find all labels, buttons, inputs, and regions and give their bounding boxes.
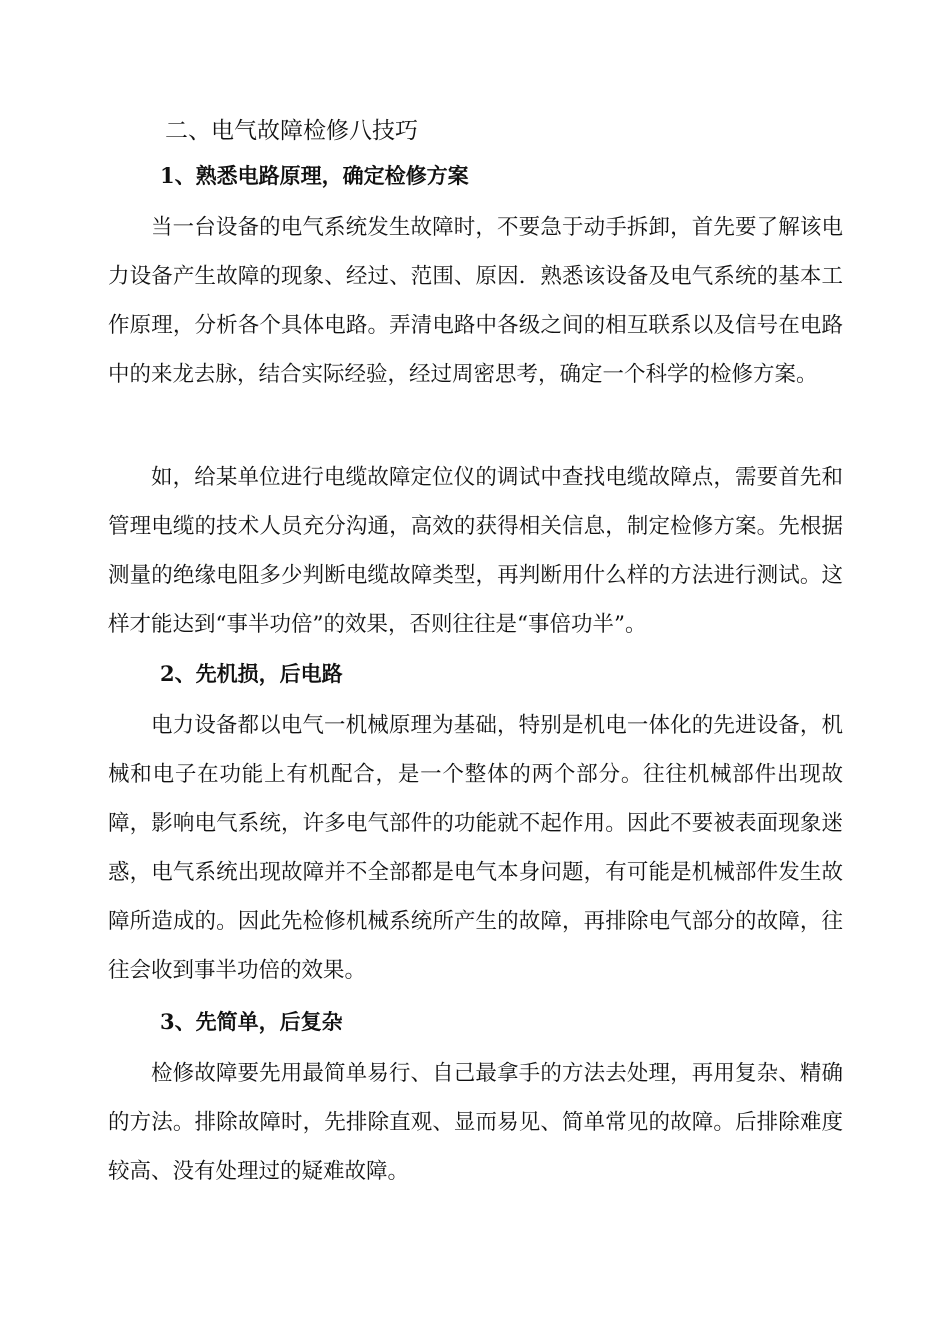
paragraph-1-1: 当一台设备的电气系统发生故障时，不要急于动手拆卸，首先要了解该电力设备产生故障的现象、经过、范围、原因．熟悉该设备及电气系统的基本工作原理，分析各个具体电路。弄清电路中各级之间的相互联系以及信号在电路中的来龙去脉，结合实际经验，经过周密思考，确定一个科学的检修方案。 bbox=[108, 215, 843, 387]
heading-3: 3、先简单，后复杂 bbox=[160, 1009, 343, 1034]
section-title: 二、电气故障检修八技巧 bbox=[165, 118, 418, 144]
paragraph-1-2: 如，给某单位进行电缆故障定位仪的调试中查找电缆故障点，需要首先和管理电缆的技术人员充分沟通，高效的获得相关信息，制定检修方案。先根据测量的绝缘电阻多少判断电缆故障类型，再判断用什么样的方法进行测试。这样才能达到“事半功倍”的效果，否则往往是“事倍功半”。 bbox=[108, 465, 843, 637]
heading-1: 1、熟悉电路原理，确定检修方案 bbox=[160, 163, 469, 188]
heading-2: 2、先机损，后电路 bbox=[160, 661, 343, 686]
paragraph-2-1: 电力设备都以电气一机械原理为基础，特别是机电一体化的先进设备，机械和电子在功能上有机配合，是一个整体的两个部分。往往机械部件出现故障，影响电气系统，许多电气部件的功能就不起作用。因此不要被表面现象迷惑，电气系统出现故障并不全部都是电气本身问题，有可能是机械部件发生故障所造成的。因此先检修机械系统所产生的故障，再排除电气部分的故障，往往会收到事半功倍的效果。 bbox=[108, 713, 843, 983]
paragraph-3-1: 检修故障要先用最简单易行、自己最拿手的方法去处理，再用复杂、精确的方法。排除故障时，先排除直观、显而易见、简单常见的故障。后排除难度较高、没有处理过的疑难故障。 bbox=[108, 1061, 843, 1184]
